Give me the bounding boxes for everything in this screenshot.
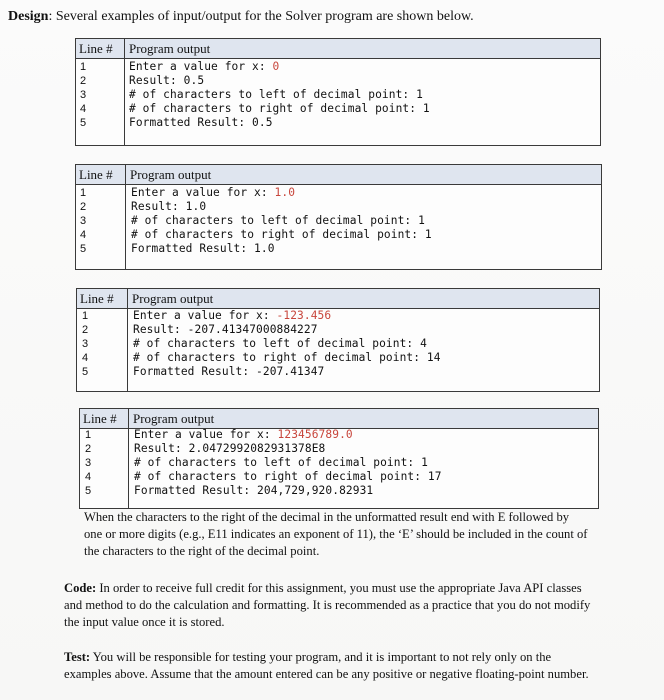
- line-number: 1: [82, 310, 89, 322]
- output-line-1: [134, 428, 353, 442]
- code-label: Code:: [64, 581, 97, 595]
- column-divider: [128, 409, 129, 508]
- prompt-text: Enter a value for x:: [131, 186, 275, 199]
- line-number: 5: [80, 243, 87, 255]
- code-paragraph: [64, 580, 594, 631]
- line-number: 1: [80, 61, 87, 73]
- prompt-text: Enter a value for x:: [133, 309, 277, 322]
- output-line-1: [131, 186, 295, 200]
- input-value: -123.456: [276, 309, 332, 322]
- col-output-header: Program output: [130, 167, 212, 182]
- design-heading: [8, 8, 474, 26]
- col-output-header: Program output: [129, 41, 211, 56]
- output-line-5: Formatted Result: -207.41347: [133, 365, 325, 378]
- output-line-2: Result: -207.41347000884227: [133, 323, 318, 336]
- design-label: Design: [8, 9, 49, 24]
- line-number: 3: [82, 338, 89, 350]
- output-line-4: # of characters to right of decimal point: 17: [134, 470, 442, 483]
- test-paragraph: [64, 649, 589, 683]
- col-line-header: Line #: [79, 41, 113, 56]
- line-number: 1: [80, 187, 87, 199]
- col-line-header: Line #: [83, 411, 117, 426]
- line-number: 5: [85, 485, 92, 497]
- line-number: 3: [80, 215, 87, 227]
- line-number: 3: [85, 457, 92, 469]
- test-label: Test:: [64, 650, 91, 664]
- line-number: 2: [80, 75, 87, 87]
- design-text: : Several examples of input/output for the Solver program are shown below.: [48, 9, 474, 24]
- prompt-text: Enter a value for x:: [134, 428, 278, 441]
- line-number: 4: [82, 352, 89, 364]
- line-number: 1: [85, 429, 92, 441]
- output-line-3: # of characters to left of decimal point: 1: [131, 214, 425, 227]
- output-line-5: Formatted Result: 204,729,920.82931: [134, 484, 374, 497]
- output-line-4: # of characters to right of decimal point: 1: [131, 228, 432, 241]
- line-number: 2: [85, 443, 92, 455]
- io-table-3: [76, 288, 600, 392]
- line-number: 2: [80, 201, 87, 213]
- exponent-note: When the characters to the right of the decimal in the unformatted result end with E followed by one or more digits (e.g., E11 indicates an exponent of 11), the ‘E’ should be included in the count of the characters to the right of the decimal point.: [84, 510, 588, 558]
- output-line-1: [133, 309, 331, 323]
- line-number: 5: [82, 366, 89, 378]
- column-divider: [125, 165, 126, 269]
- line-number: 4: [80, 229, 87, 241]
- line-number: 4: [80, 103, 87, 115]
- output-line-1: [129, 60, 279, 74]
- col-line-header: Line #: [80, 291, 114, 306]
- line-number: 3: [80, 89, 87, 101]
- line-number: 4: [85, 471, 92, 483]
- col-line-header: Line #: [79, 167, 113, 182]
- line-number: 5: [80, 117, 87, 129]
- col-output-header: Program output: [132, 291, 214, 306]
- input-value: 1.0: [274, 186, 296, 199]
- output-line-4: # of characters to right of decimal point: 1: [129, 102, 430, 115]
- output-line-4: # of characters to right of decimal point: 14: [133, 351, 441, 364]
- io-table-1: [75, 38, 601, 146]
- output-line-3: # of characters to left of decimal point: 1: [129, 88, 423, 101]
- input-value: 0: [272, 60, 280, 73]
- output-line-2: Result: 0.5: [129, 74, 205, 87]
- output-line-3: # of characters to left of decimal point: 4: [133, 337, 427, 350]
- col-output-header: Program output: [133, 411, 215, 426]
- io-table-2: [75, 164, 602, 270]
- output-line-2: Result: 2.0472992082931378E8: [134, 442, 326, 455]
- output-line-5: Formatted Result: 1.0: [131, 242, 275, 255]
- input-value: 123456789.0: [277, 428, 353, 441]
- column-divider: [127, 289, 128, 391]
- output-line-5: Formatted Result: 0.5: [129, 116, 273, 129]
- prompt-text: Enter a value for x:: [129, 60, 273, 73]
- line-number: 2: [82, 324, 89, 336]
- output-line-3: # of characters to left of decimal point: 1: [134, 456, 428, 469]
- output-line-2: Result: 1.0: [131, 200, 207, 213]
- io-table-4: [79, 408, 599, 509]
- column-divider: [124, 39, 125, 145]
- code-text: In order to receive full credit for this assignment, you must use the appropriate Java API classes and method to do the calculation and formatting. It is recommended as a practice that you do not modify the input value once it is stored.: [64, 581, 591, 629]
- test-text: You will be responsible for testing your program, and it is important to not rely only on the examples above. Assume that the amount entered can be any positive or negative floating-point number.: [64, 650, 589, 681]
